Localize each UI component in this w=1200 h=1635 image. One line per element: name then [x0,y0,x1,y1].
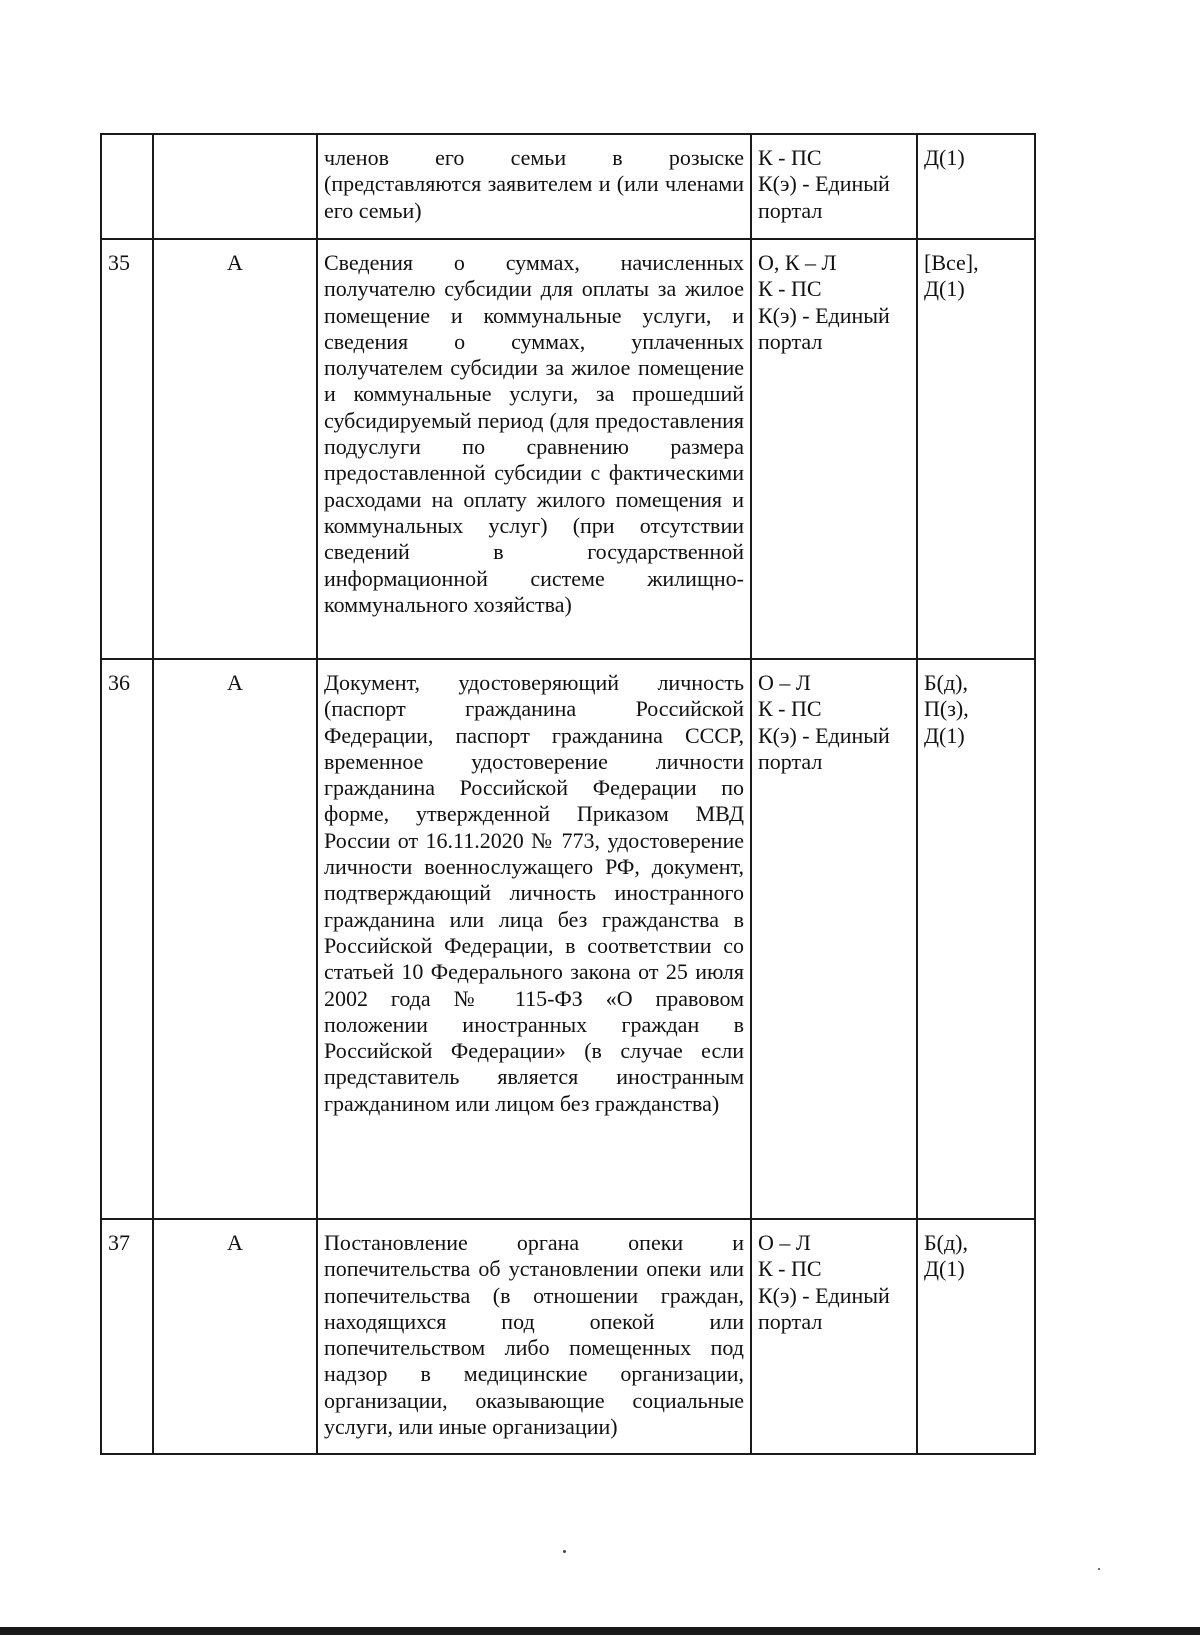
applicability-line: Д(1) [924,722,965,748]
scan-edge [0,1627,1200,1635]
row-number: 37 [101,1219,153,1454]
row-applicability [917,239,1035,659]
scan-speck [563,1550,566,1553]
table-row [101,659,1035,1219]
row-description: членов его семьи в розыске (представляются заявителем и (или членами его семьи) [317,134,751,239]
source-line: К - ПС [758,696,822,722]
source-line: К(э) - Единый [758,302,890,328]
row-source [751,659,917,1219]
row-description: Постановление органа опеки и попечительства об установлении опеки или попечительства (в отношении граждан, находящихся под опекой или попечительством либо помещенных под надзор в медицинские организации, организации, оказывающие социальные услуги, или иные организации) [317,1219,751,1454]
documents-table [100,133,1036,1455]
table-row [101,1219,1035,1454]
applicability-line: Д(1) [924,145,965,170]
table-row [101,134,1035,239]
applicability-line: Б(д), [924,670,968,695]
row-number: 35 [101,239,153,659]
applicability-line: П(з), [924,696,969,722]
source-line: портал [758,328,823,354]
source-line: К(э) - Единый [758,171,890,197]
scan-speck [1098,1568,1100,1570]
row-number: 36 [101,659,153,1219]
applicability-line: Д(1) [924,1256,965,1282]
source-line: портал [758,197,823,223]
row-applicability [917,659,1035,1219]
row-source [751,1219,917,1454]
row-category [153,134,317,239]
table-row [101,239,1035,659]
row-category: А [153,239,317,659]
row-applicability [917,134,1035,239]
applicability-line: Д(1) [924,276,965,302]
source-line: К - ПС [758,145,822,170]
source-line: портал [758,1308,823,1334]
row-number [101,134,153,239]
applicability-line: Б(д), [924,1230,968,1255]
source-line: портал [758,748,823,774]
source-line: О – Л [758,670,811,695]
row-description: Документ, удостоверяющий личность (паспорт гражданина Российской Федерации, паспорт гражданина СССР, временное удостоверение личности гражданина Российской Федерации по форме, утвержденной Приказом МВД России от 16.11.2020 № 773, удостоверение личности военнослужащего РФ, документ, подтверждающий личность иностранного гражданина или лица без гражданства в Российской Федерации, в соответствии со статьей 10 Федерального закона от 25 июля 2002 года № 115-ФЗ «О правовом положении иностранных граждан в Российской Федерации» (в случае если представитель является иностранным гражданином или лицом без гражданства) [317,659,751,1219]
source-line: О, К – Л [758,250,837,275]
source-line: О – Л [758,1230,811,1255]
row-source [751,134,917,239]
applicability-line: [Все], [924,250,979,275]
row-description: Сведения о суммах, начисленных получателю субсидии для оплаты за жилое помещение и коммунальные услуги, и сведения о суммах, уплаченных получателем субсидии за жилое помещение и коммунальные услуги, за прошедший субсидируемый период (для предоставления подуслуги по сравнению размера предоставленной субсидии с фактическими расходами на оплату жилого помещения и коммунальных услуг) (при отсутствии сведений в государственной информационной системе жилищно-коммунального хозяйства) [317,239,751,659]
row-category: А [153,659,317,1219]
source-line: К - ПС [758,1256,822,1282]
source-line: К - ПС [758,276,822,302]
row-applicability [917,1219,1035,1454]
row-category: А [153,1219,317,1454]
row-source [751,239,917,659]
source-line: К(э) - Единый [758,722,890,748]
source-line: К(э) - Единый [758,1282,890,1308]
